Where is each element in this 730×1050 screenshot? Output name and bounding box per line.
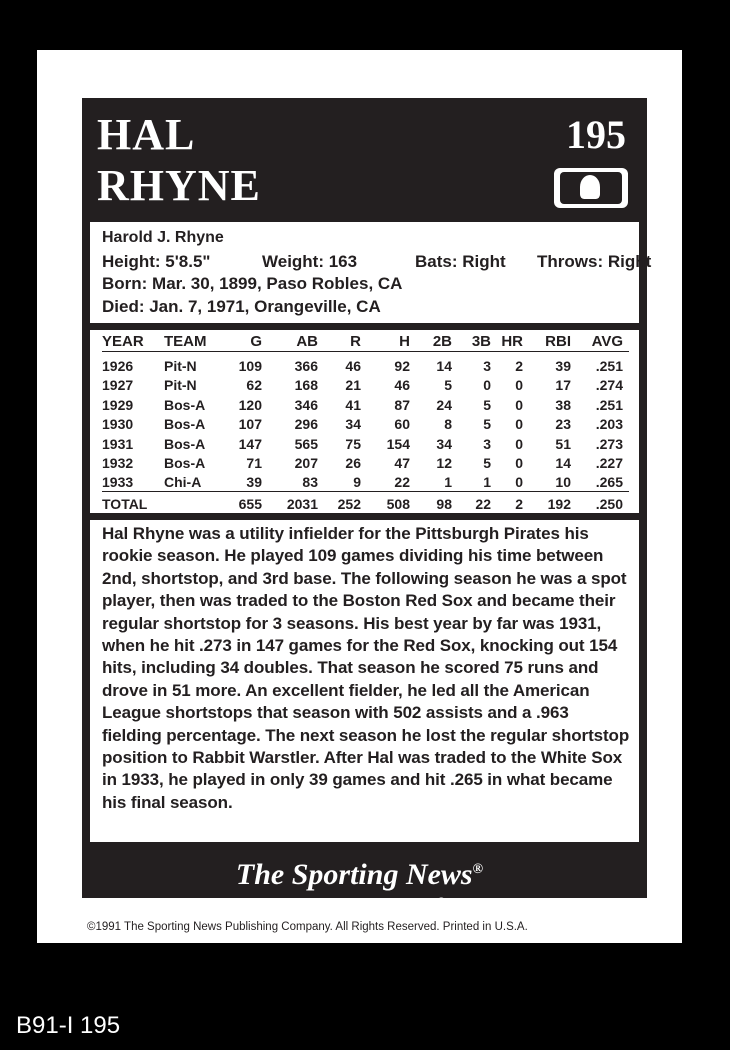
stat-row-1-year: 1927 (102, 377, 134, 394)
header-cell-avg: AVG (591, 333, 623, 350)
stat-row-4-g: 147 (238, 435, 262, 452)
stat-row-5-h: 47 (394, 455, 410, 471)
stat-row-0-rbi: 39 (555, 358, 571, 374)
stat-row-3-g: 107 (238, 416, 262, 433)
header-cell-r: R (350, 333, 361, 350)
stat-row-6-r: 9 (353, 474, 361, 491)
stat-row-1-team: Pit-N (164, 377, 197, 394)
brand-mark: ® (472, 862, 484, 877)
stat-row-3-2b: 8 (444, 416, 452, 433)
stat-row-2-2b: 24 (436, 396, 452, 413)
collection-label (37, 896, 682, 915)
died: Died: Jan. 7, 1971, Orangeville, CA (102, 297, 381, 316)
height: Height: 5'8.5" (102, 252, 211, 271)
baseball-card-back (37, 50, 682, 943)
weight: Weight: 163 (262, 252, 358, 271)
header-cell-ab: AB (296, 333, 318, 350)
stat-row-4-avg: .273 (595, 435, 623, 452)
stat-row-5-g: 71 (246, 455, 262, 471)
total-row-2b: 98 (436, 496, 452, 512)
stat-row-3-year: 1930 (102, 416, 134, 433)
stat-row-2-year: 1929 (102, 396, 134, 413)
player-first-name: HAL (97, 110, 196, 159)
stat-row-5-3b: 5 (483, 455, 491, 471)
stat-row-6-avg: .265 (595, 474, 623, 491)
stat-row-5-r: 26 (345, 455, 361, 471)
stat-row-0-avg: .251 (595, 358, 623, 374)
header-rule (102, 351, 629, 352)
header-cell-3b: 3B (471, 333, 491, 350)
stat-row-4-3b: 3 (483, 435, 491, 452)
full-name: Harold J. Rhyne (102, 229, 224, 246)
stat-row-1-2b: 5 (444, 377, 452, 394)
stat-row-2-avg: .251 (595, 396, 623, 413)
stat-row-0-3b: 3 (483, 358, 491, 374)
throws: Throws: Right (537, 252, 652, 271)
stat-row-2-3b: 5 (483, 396, 491, 413)
stat-row-3-team: Bos-A (164, 416, 206, 433)
sporting-news-logo (37, 858, 682, 892)
brand-name: The Sporting News (235, 858, 473, 891)
stat-row-0-r: 46 (345, 358, 361, 374)
stat-row-0-h: 92 (394, 358, 410, 374)
scan-code: B91-I 195 (16, 1012, 121, 1039)
stat-row-0-ab: 366 (294, 358, 318, 374)
stat-row-4-hr: 0 (515, 435, 523, 452)
stat-row-2-rbi: 38 (555, 396, 571, 413)
header-cell-2b: 2B (432, 333, 452, 350)
header-cell-g: G (250, 333, 262, 350)
collection-mark: ® (436, 896, 447, 909)
total-row-avg: .250 (595, 496, 623, 512)
stat-row-3-hr: 0 (515, 416, 523, 433)
stat-row-5-2b: 12 (436, 455, 452, 471)
stat-row-6-g: 39 (246, 474, 262, 491)
stat-row-2-hr: 0 (515, 396, 523, 413)
stat-row-2-r: 41 (345, 396, 361, 413)
stat-row-6-hr: 0 (515, 474, 523, 491)
stat-row-1-h: 46 (394, 377, 410, 394)
stat-row-1-r: 21 (345, 377, 361, 394)
header-cell-team: TEAM (164, 333, 207, 350)
total-row-r: 252 (337, 496, 361, 512)
stat-row-3-r: 34 (345, 416, 361, 433)
stat-row-2-g: 120 (238, 396, 262, 413)
total-row-3b: 22 (475, 496, 491, 512)
stat-row-5-avg: .227 (595, 455, 623, 471)
stat-row-0-g: 109 (238, 358, 262, 374)
stat-row-0-2b: 14 (436, 358, 452, 374)
stat-row-3-avg: .203 (595, 416, 623, 433)
stat-row-4-year: 1931 (102, 435, 134, 452)
total-row-h: 508 (386, 496, 410, 512)
stat-row-5-hr: 0 (515, 455, 523, 471)
stat-row-0-team: Pit-N (164, 358, 197, 374)
stat-row-1-hr: 0 (515, 377, 523, 394)
stat-row-6-3b: 1 (483, 474, 491, 491)
stat-row-0-year: 1926 (102, 358, 134, 374)
stat-row-4-team: Bos-A (164, 435, 206, 452)
player-last-name: RHYNE (97, 161, 261, 210)
stat-row-4-h: 154 (386, 435, 410, 452)
stat-row-3-3b: 5 (483, 416, 491, 433)
bio-box (90, 520, 639, 842)
stat-row-4-ab: 565 (294, 435, 318, 452)
total-row-g: 655 (238, 496, 262, 512)
card-number: 195 (566, 112, 626, 157)
stat-row-3-ab: 296 (294, 416, 318, 433)
stat-row-2-h: 87 (394, 396, 410, 413)
total-row-rbi: 192 (547, 496, 571, 512)
stat-row-1-rbi: 17 (555, 377, 571, 394)
stat-row-4-rbi: 51 (555, 435, 571, 452)
stat-row-1-avg: .274 (595, 377, 623, 394)
stat-row-5-year: 1932 (102, 455, 134, 471)
total-row-year: TOTAL (102, 496, 148, 512)
stat-row-3-rbi: 23 (555, 416, 571, 433)
stat-row-6-year: 1933 (102, 474, 134, 491)
stat-row-2-team: Bos-A (164, 396, 206, 413)
stat-row-3-h: 60 (394, 416, 410, 433)
stat-row-5-team: Bos-A (164, 455, 206, 471)
stat-row-4-r: 75 (345, 435, 361, 452)
mlb-logo-icon (554, 168, 628, 208)
stat-row-1-g: 62 (246, 377, 262, 394)
stat-row-2-ab: 346 (294, 396, 318, 413)
header-cell-h: H (399, 333, 410, 350)
stats-table (90, 330, 639, 513)
bats: Bats: Right (415, 252, 506, 271)
total-row-hr: 2 (515, 496, 523, 512)
header-cell-hr: HR (501, 333, 523, 350)
stat-row-6-ab: 83 (302, 474, 318, 491)
stat-row-5-rbi: 14 (555, 455, 571, 471)
stat-row-1-3b: 0 (483, 377, 491, 394)
header-cell-rbi: RBI (545, 333, 571, 350)
copyright: ©1991 The Sporting News Publishing Company. All Rights Reserved. Printed in U.S.A. (87, 921, 528, 933)
stat-row-1-ab: 168 (294, 377, 318, 394)
stat-row-0-hr: 2 (515, 358, 523, 374)
header-cell-year: YEAR (102, 333, 144, 350)
stat-row-6-team: Chi-A (164, 474, 202, 491)
collection-name: CONLON COLLECTION (272, 898, 437, 915)
player-info-box (90, 222, 652, 323)
stat-row-4-2b: 34 (436, 435, 452, 452)
born: Born: Mar. 30, 1899, Paso Robles, CA (102, 274, 403, 293)
total-row-ab: 2031 (286, 496, 318, 512)
stat-row-5-ab: 207 (294, 455, 318, 471)
bio-paragraph: Hal Rhyne was a utility infielder for the Pittsburgh Pirates his rookie season. He played 109 games dividing his time between 2nd, shortstop, and 3rd base. The following season he was a spot player, then was traded to the Boston Red Sox and became their regular shortstop for 3 seasons. His best year by far was 1931, when he hit .273 in 147 games for the Red Sox, knocking out 154 hits, including 34 doubles. That season he scored 75 runs and drove in 51 more. An excellent fielder, he led all the American League shortstops that season with 502 assists and a .963 fielding percentage. The next season he lost the regular shortstop position to Rabbit Warstler. After Hal was traded to the White Sox in 1933, he played in only 39 games and hit .265 in what became his final season. (102, 524, 630, 812)
stat-row-6-rbi: 10 (555, 474, 571, 491)
stat-row-6-h: 22 (394, 474, 410, 491)
stat-row-6-2b: 1 (444, 474, 452, 491)
